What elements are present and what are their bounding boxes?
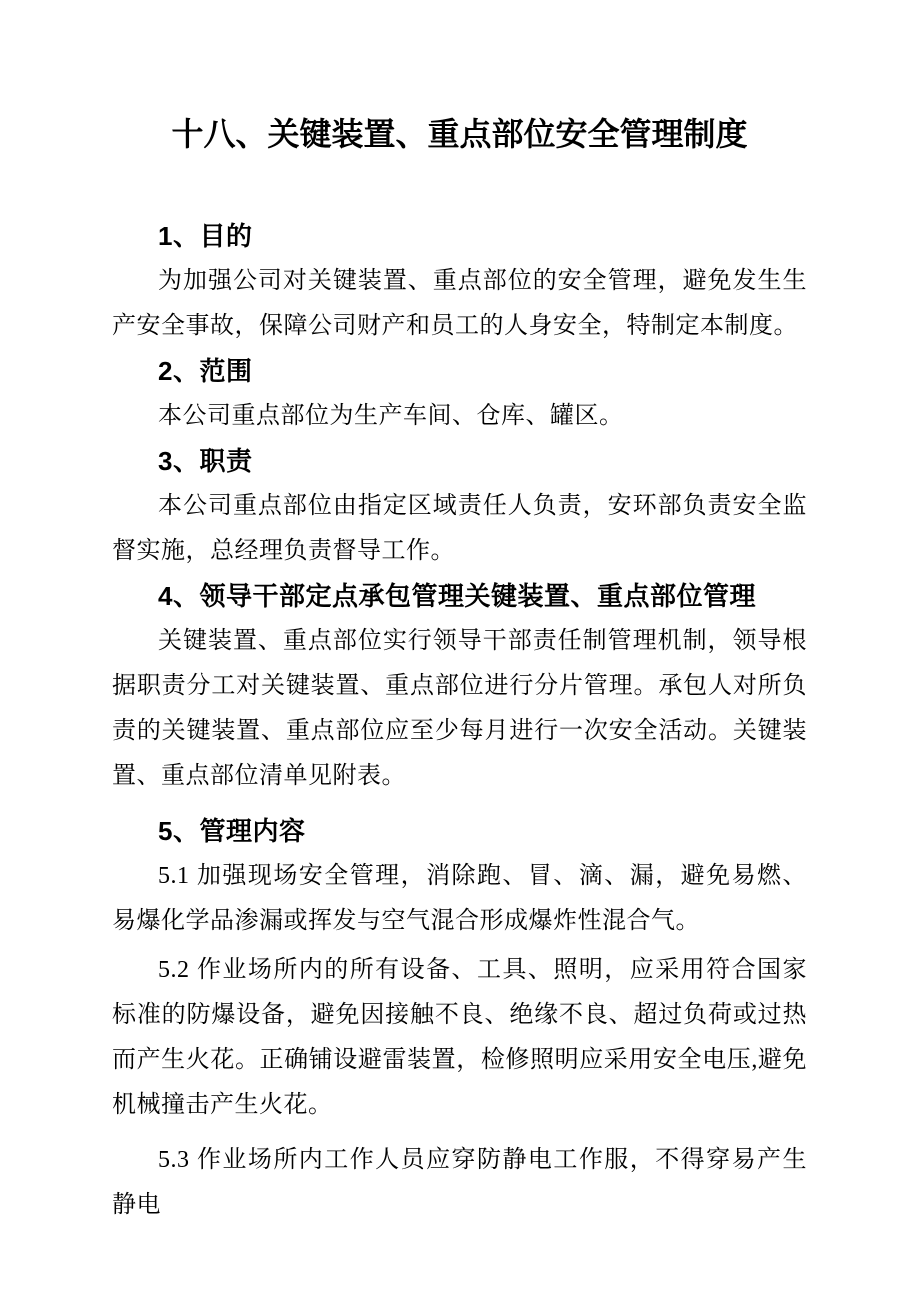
paragraph-purpose: 为加强公司对关键装置、重点部位的安全管理，避免发生生产安全事故，保障公司财产和员工的人身安全，特制定本制度。 bbox=[112, 268, 807, 339]
section-heading-responsibility: 3、职责 bbox=[158, 446, 253, 476]
paragraph-scope: 本公司重点部位为生产车间、仓库、罐区。 bbox=[158, 403, 624, 429]
paragraph-contract-management: 关键装置、重点部位实行领导干部责任制管理机制，领导根据职责分工对关键装置、重点部位进行分片管理。承包人对所负责的关键装置、重点部位应至少每月进行一次安全活动。关键装置、重点部位清单见附表。 bbox=[112, 628, 807, 789]
section-heading-management-content: 5、管理内容 bbox=[158, 816, 306, 846]
document-title: 十八、关键装置、重点部位安全管理制度 bbox=[171, 116, 748, 152]
section-heading-scope: 2、范围 bbox=[158, 356, 253, 386]
paragraph-clause-5-2: 5.2 作业场所内的所有设备、工具、照明，应采用符合国家标准的防爆设备，避免因接触不良、绝缘不良、超过负荷或过热而产生火花。正确铺设避雷装置，检修照明应采用安全电压,避免机械撞击产生火花。 bbox=[112, 957, 807, 1118]
section-heading-contract-management: 4、领导干部定点承包管理关键装置、重点部位管理 bbox=[158, 581, 756, 611]
section-heading-purpose: 1、目的 bbox=[158, 221, 253, 251]
paragraph-responsibility: 本公司重点部位由指定区域责任人负责，安环部负责安全监督实施，总经理负责督导工作。 bbox=[112, 493, 807, 564]
paragraph-clause-5-1: 5.1 加强现场安全管理，消除跑、冒、滴、漏，避免易燃、易爆化学品渗漏或挥发与空气混合形成爆炸性混合气。 bbox=[112, 863, 807, 934]
paragraph-clause-5-3: 5.3 作业场所内工作人员应穿防静电工作服，不得穿易产生静电 bbox=[112, 1147, 807, 1218]
